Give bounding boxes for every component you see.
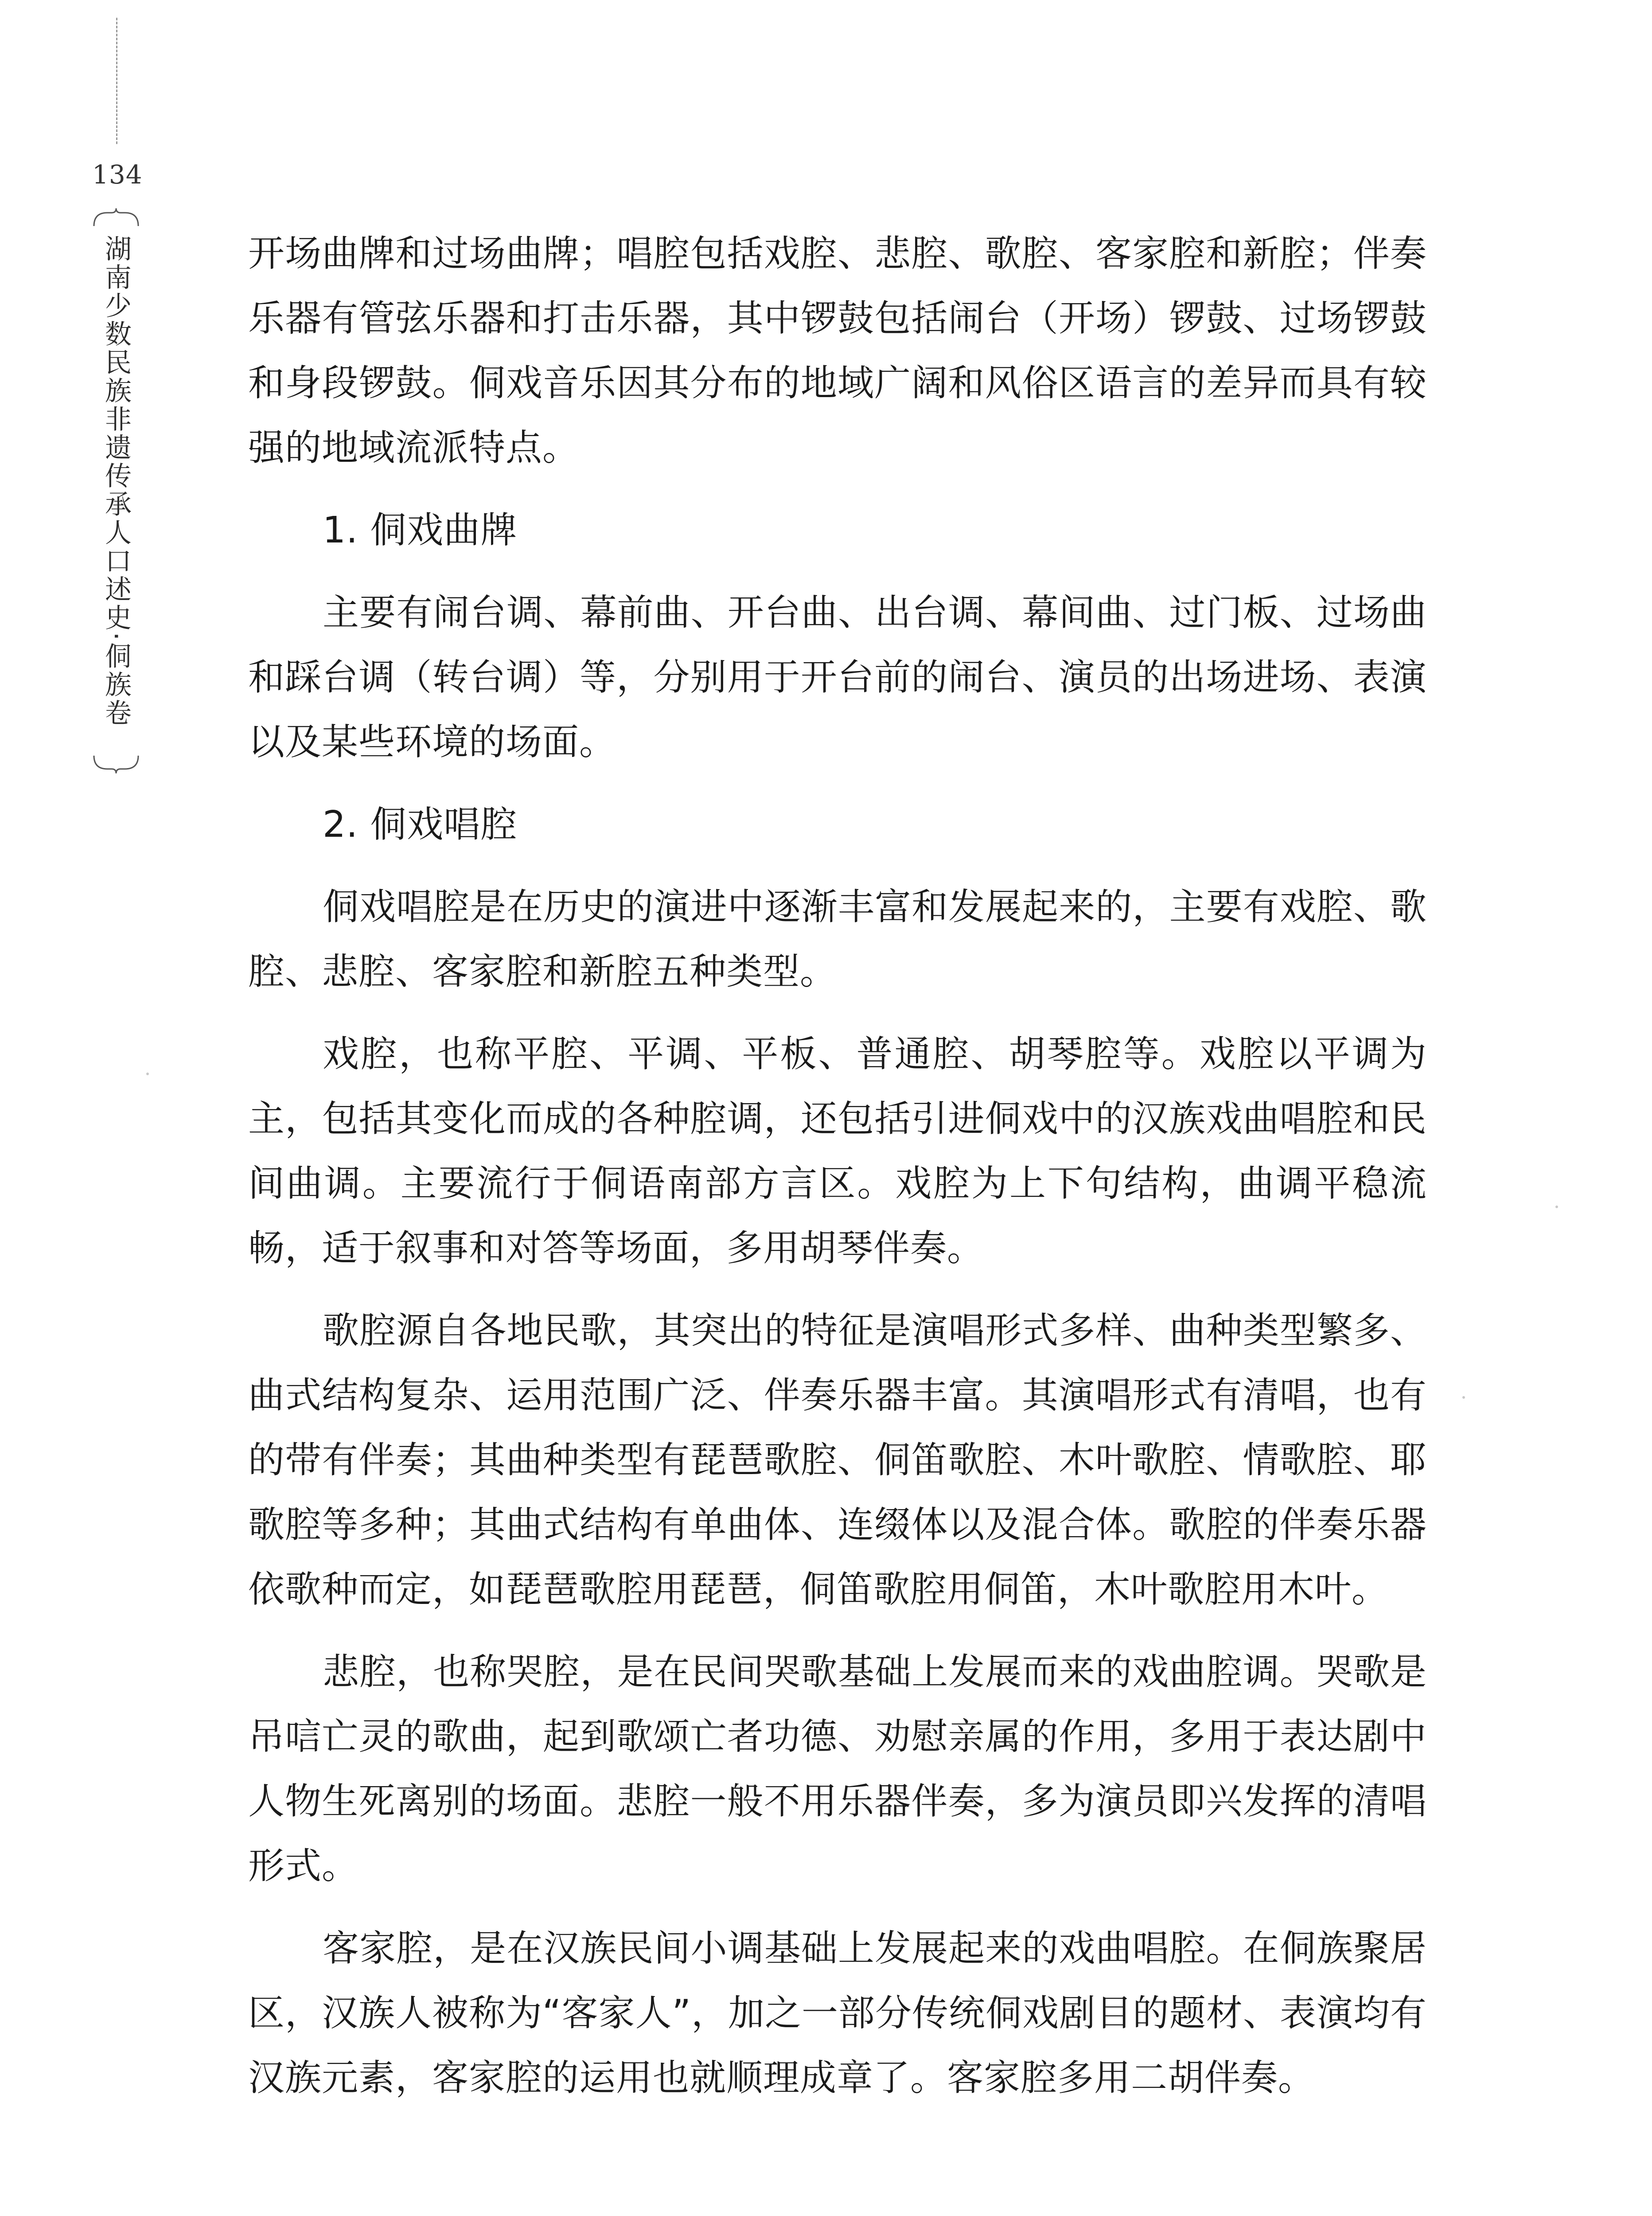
section-heading: 1. 侗戏曲牌 [323,509,518,551]
scan-speck [146,1073,149,1075]
main-content [248,222,1427,2128]
paragraph: 侗戏唱腔是在历史的演进中逐渐丰富和发展起来的，主要有戏腔、歌腔、悲腔、客家腔和新腔五种类型。 [248,886,1427,993]
paragraph: 主要有闹台调、幕前曲、开台曲、出台调、幕间曲、过门板、过场曲和踩台调（转台调）等，分别用于开台前的闹台、演员的出场进场、表演以及某些环境的场面。 [248,592,1427,763]
scan-speck [1555,1206,1558,1208]
side-title-text: 湖南少数民族非遗传承人口述史·侗族卷 [101,235,132,728]
paragraph: 悲腔，也称哭腔，是在民间哭歌基础上发展而来的戏曲腔调。哭歌是吊唁亡灵的歌曲，起到歌颂亡者功德、劝慰亲属的作用，多用于表达剧中人物生死离别的场面。悲腔一般不用乐器伴奏，多为演员即兴发挥的清唱形式。 [248,1651,1427,1887]
paragraph: 戏腔，也称平腔、平调、平板、普通腔、胡琴腔等。戏腔以平调为主，包括其变化而成的各种腔调，还包括引进侗戏中的汉族戏曲唱腔和民间曲调。主要流行于侗语南部方言区。戏腔为上下句结构，曲调平稳流畅，适于叙事和对答等场面，多用胡琴伴奏。 [248,1033,1427,1269]
page-number: 134 [92,160,143,190]
paragraph: 客家腔，是在汉族民间小调基础上发展起来的戏曲唱腔。在侗族聚居区，汉族人被称为“客家人”，加之一部分传统侗戏剧目的题材、表演均有汉族元素，客家腔的运用也就顺理成章了。客家腔多用二胡伴奏。 [248,1927,1427,2099]
paragraph: 开场曲牌和过场曲牌；唱腔包括戏腔、悲腔、歌腔、客家腔和新腔；伴奏乐器有管弦乐器和打击乐器，其中锣鼓包括闹台（开场）锣鼓、过场锣鼓和身段锣鼓。侗戏音乐因其分布的地域广阔和风俗区语言的差异而具有较强的地域流派特点。 [248,233,1427,469]
paragraph: 歌腔源自各地民歌，其突出的特征是演唱形式多样、曲种类型繁多、曲式结构复杂、运用范围广泛、伴奏乐器丰富。其演唱形式有清唱，也有的带有伴奏；其曲种类型有琵琶歌腔、侗笛歌腔、木叶歌腔、情歌腔、耶歌腔等多种；其曲式结构有单曲体、连缀体以及混合体。歌腔的伴奏乐器依歌种而定，如琵琶歌腔用琵琶，侗笛歌腔用侗笛，木叶歌腔用木叶。 [248,1310,1427,1611]
margin-dashed-line [116,18,117,144]
running-title [90,208,143,773]
section-heading: 2. 侗戏唱腔 [323,804,518,846]
scan-speck [1462,1396,1465,1399]
